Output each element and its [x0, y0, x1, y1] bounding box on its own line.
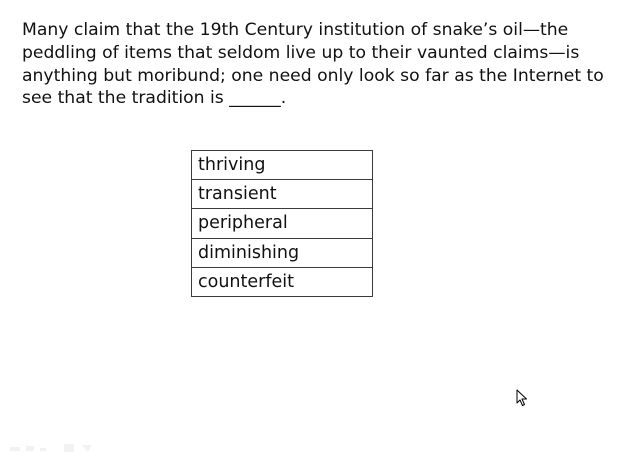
faint-logo-icon [8, 440, 104, 456]
choice-counterfeit[interactable]: counterfeit [192, 267, 373, 296]
choice-row[interactable] [192, 151, 373, 180]
choice-peripheral[interactable]: peripheral [192, 209, 373, 238]
choice-row[interactable] [192, 267, 373, 296]
mouse-pointer-icon [516, 389, 528, 407]
choice-row[interactable] [192, 238, 373, 267]
choice-thriving[interactable]: thriving [192, 151, 373, 180]
choice-diminishing[interactable]: diminishing [192, 238, 373, 267]
choice-row[interactable] [192, 180, 373, 209]
question-text: Many claim that the 19th Century institution of snake’s oil—the peddling of items that seldom live up to their vaunted claims—is anything but moribund; one need only look so far as the Internet to see that the tradition is ______. [22, 20, 604, 109]
choice-row[interactable] [192, 209, 373, 238]
choice-transient[interactable]: transient [192, 180, 373, 209]
answer-choices-table [191, 150, 373, 297]
